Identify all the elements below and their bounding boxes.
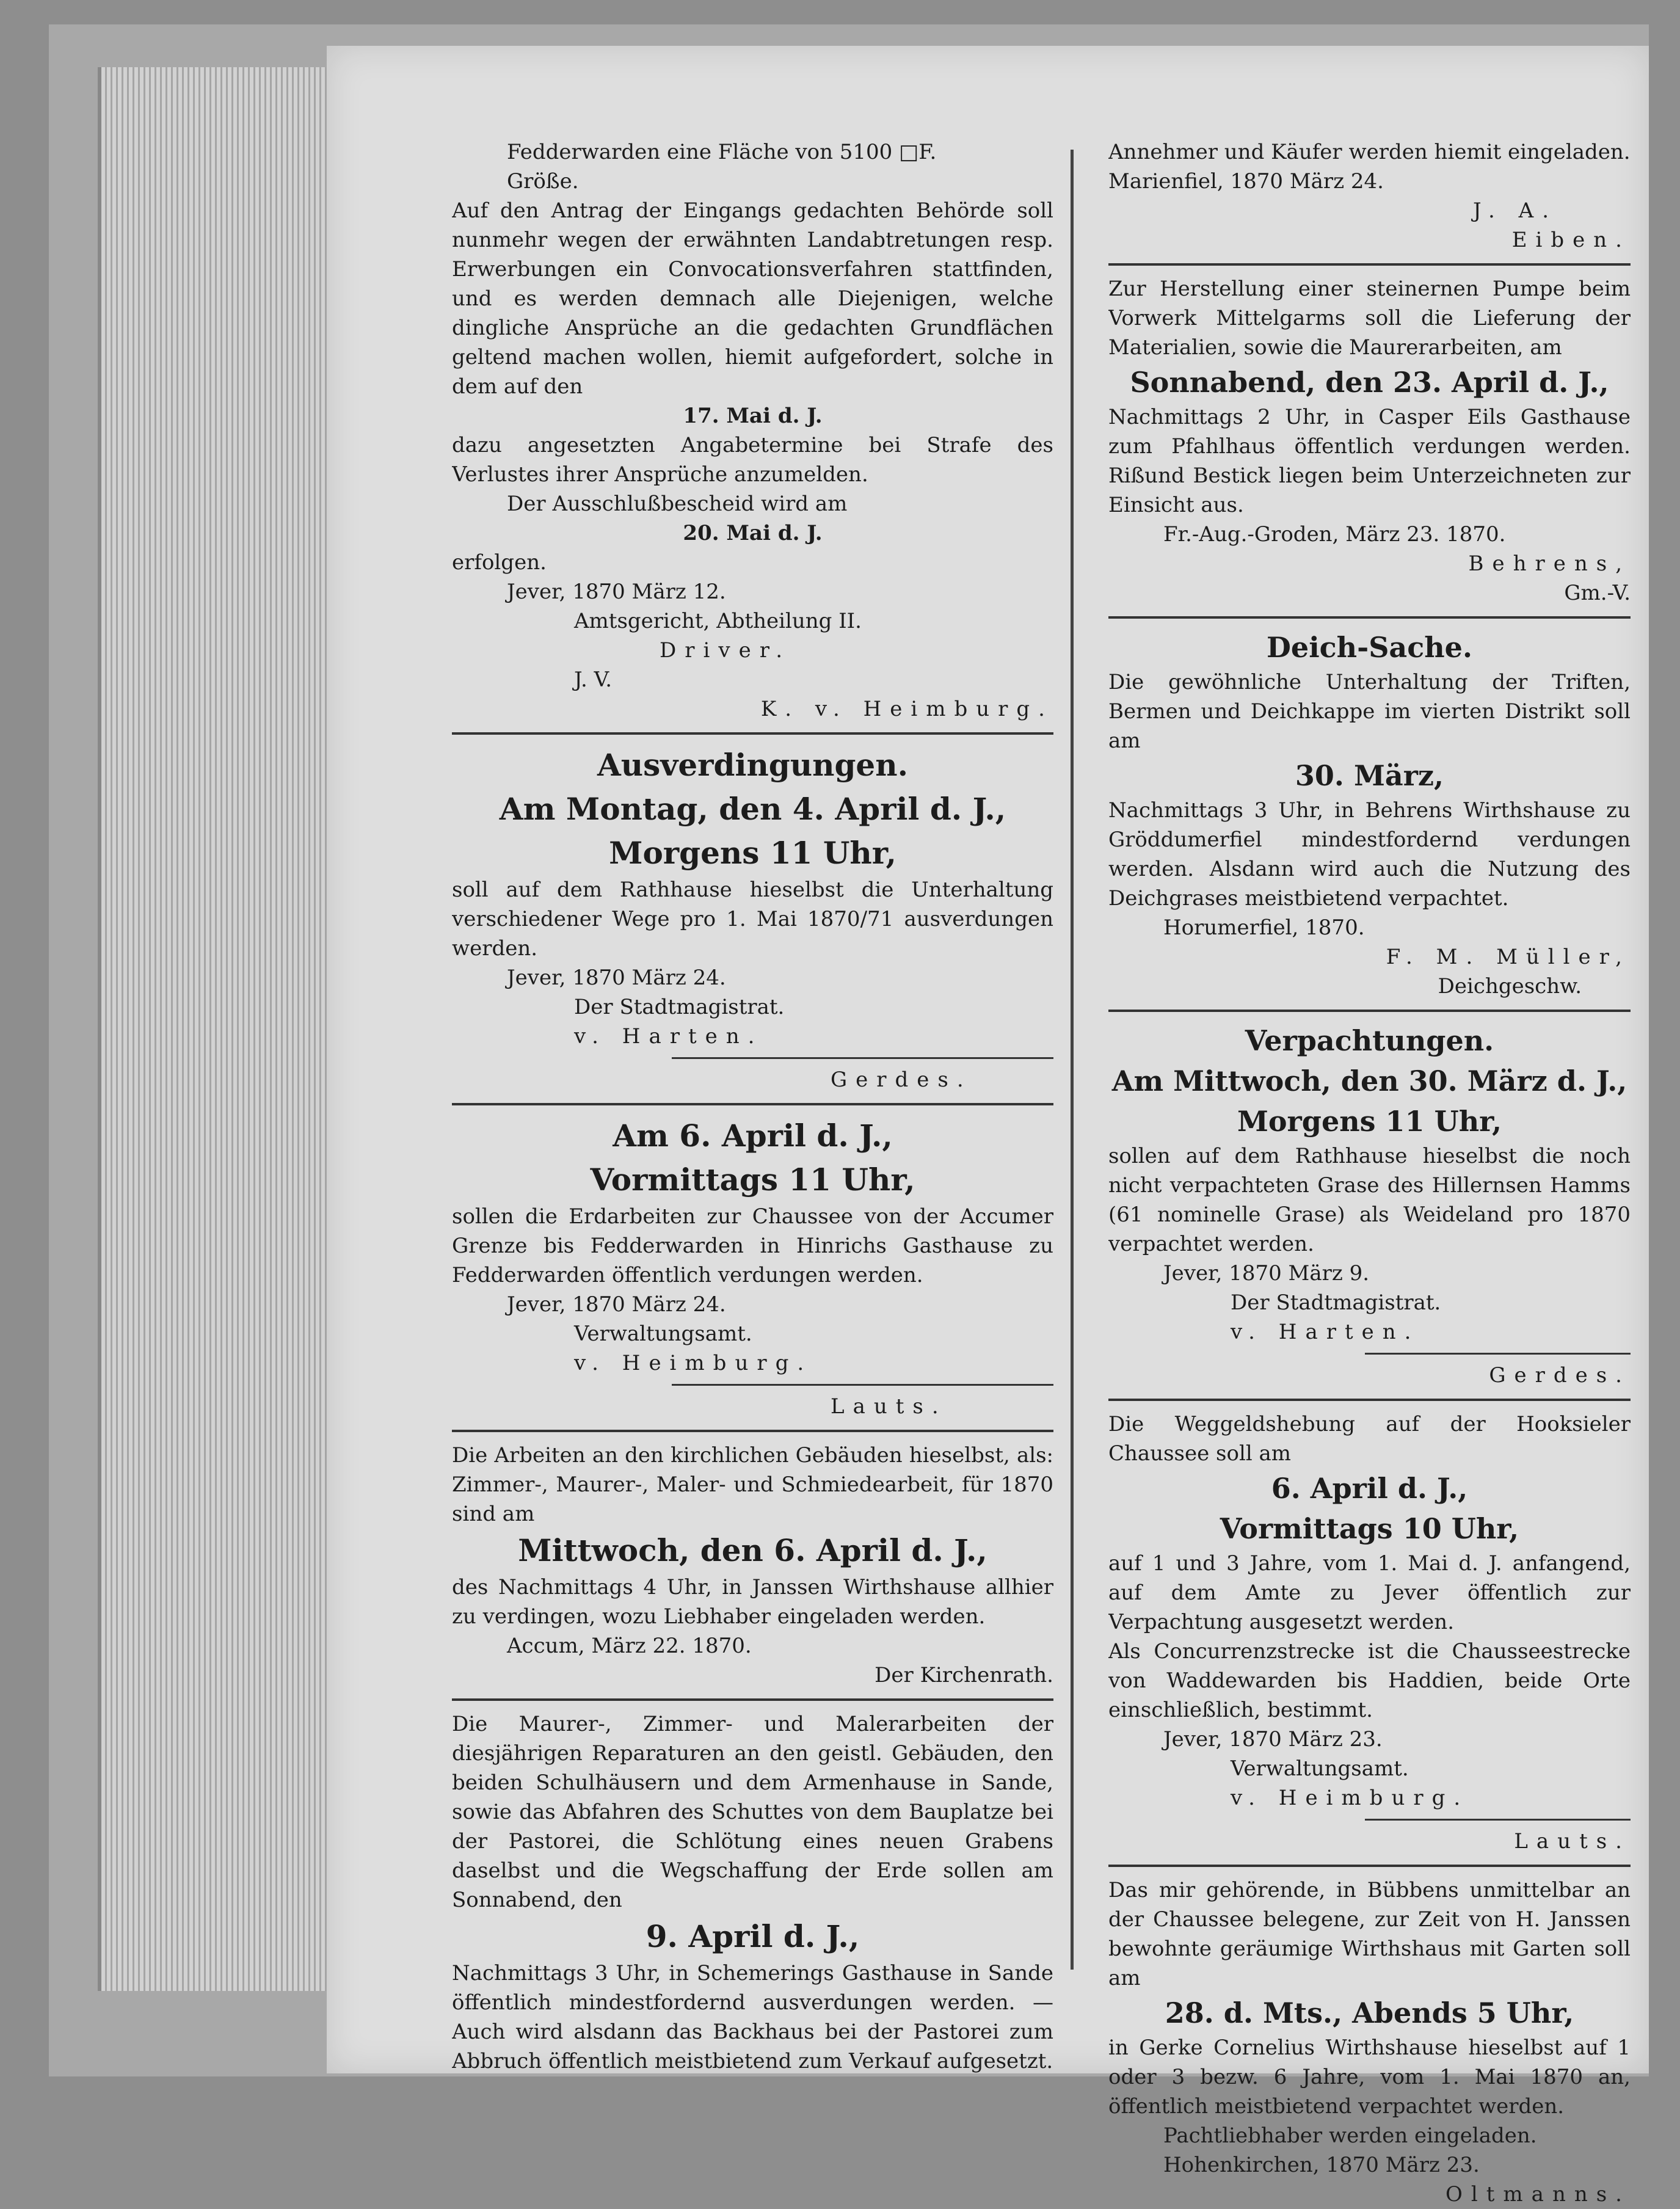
intro-date-2: 20. Mai d. J. <box>683 521 823 545</box>
signature-rule <box>1365 1353 1631 1355</box>
notice-heading: Am Montag, den 4. April d. J., <box>499 791 1006 827</box>
notice-body: Annehmer und Käufer werden hiemit eingeladen. <box>1108 140 1631 164</box>
notice-signature: Behrens, <box>1468 551 1631 576</box>
notice-body: Nachmittags 3 Uhr, in Schemerings Gasthause in Sande öffentlich mindestfordernd ausverdungen werden. — Auch wird alsdann das Backhaus bei der Pastorei zum Abbruch öffentlich meistbietend zum Verkauf aufgesetzt. <box>452 1961 1053 2073</box>
notice-place-date: Jever, 1870 März 24. <box>507 966 726 990</box>
right-column <box>1108 137 1631 2209</box>
notice-heading: Am Mittwoch, den 30. März d. J., <box>1111 1064 1627 1097</box>
intro-paragraph: Auf den Antrag der Eingangs gedachten Behörde soll nunmehr wegen der erwähnten Landabtretungen resp. Erwerbungen ein Convocationsverfahren stattfinden, und es werden demnach alle Diejenigen, welche dingliche Ansprüche an die gedachten Grundflächen geltend machen wollen, hiemit aufgefordert, solche in dem auf den <box>452 198 1053 399</box>
notice-body: Das mir gehörende, in Bübbens unmittelbar an der Chaussee belegene, zur Zeit von H. Janssen bewohnte geräumige Wirthshaus mit Garten soll am <box>1108 1878 1631 1990</box>
notice-place-date: Fr.-Aug.-Groden, März 23. 1870. <box>1163 522 1506 547</box>
intro-signature: Driver. <box>660 638 791 663</box>
newspaper-page <box>327 46 1649 2207</box>
book-page-edges <box>98 67 346 1991</box>
section-rule <box>452 1103 1053 1105</box>
notice-body: Als Concurrenzstrecke ist die Chausseestrecke von Waddewarden bis Haddien, beide Orte einschließlich, bestimmt. <box>1108 1639 1631 1722</box>
section-title-deich-sache: Deich-Sache. <box>1267 631 1472 664</box>
notice-place-date: Hohenkirchen, 1870 März 23. <box>1163 2153 1480 2177</box>
section-rule <box>1108 1865 1631 1867</box>
notice-body: Die gewöhnliche Unterhaltung der Triften, Bermen und Deichkappe im vierten Distrikt soll am <box>1108 670 1631 753</box>
section-rule <box>452 1698 1053 1701</box>
notice-heading: 9. April d. J., <box>645 1918 860 1954</box>
signature-rule <box>1365 1819 1631 1821</box>
notice-heading: Sonnabend, den 23. April d. J., <box>1130 366 1609 399</box>
notice-office: Der Stadtmagistrat. <box>1231 1290 1441 1315</box>
notice-heading: Vormittags 11 Uhr, <box>590 1162 915 1198</box>
notice-body: Pachtliebhaber werden eingeladen. <box>1163 2123 1537 2148</box>
intro-paragraph-2: dazu angesetzten Angabetermine bei Strafe des Verlustes ihrer Ansprüche anzumelden. <box>452 433 1053 487</box>
notice-signature: v. Harten. <box>1231 1320 1420 1344</box>
notice-place-date: Accum, März 22. 1870. <box>507 1634 752 1658</box>
notice-heading: 28. d. Mts., Abends 5 Uhr, <box>1165 1996 1574 2029</box>
notice-heading: Morgens 11 Uhr, <box>1237 1105 1502 1138</box>
notice-signature-2: Lauts. <box>1514 1829 1631 1854</box>
notice-place-date: Marienfiel, 1870 März 24. <box>1108 169 1384 194</box>
notice-heading: 6. April d. J., <box>1271 1472 1468 1505</box>
notice-body: des Nachmittags 4 Uhr, in Janssen Wirthshause allhier zu verdingen, wozu Liebhaber eingeladen werden. <box>452 1575 1053 1629</box>
notice-signature-2: Gerdes. <box>831 1068 972 1092</box>
section-rule <box>452 732 1053 735</box>
notice-body: Die Weggeldshebung auf der Hooksieler Chaussee soll am <box>1108 1412 1631 1466</box>
notice-signature-2: Deichgeschw. <box>1438 974 1582 999</box>
section-title-ausverdingungen: Ausverdingungen. <box>597 747 908 783</box>
notice-heading: Am 6. April d. J., <box>613 1118 893 1154</box>
section-rule <box>1108 616 1631 619</box>
notice-office: Der Stadtmagistrat. <box>574 995 785 1019</box>
notice-body: Zur Herstellung einer steinernen Pumpe beim Vorwerk Mittelgarms soll die Lieferung der Materialien, sowie die Maurerarbeiten, am <box>1108 277 1631 360</box>
notice-heading: Mittwoch, den 6. April d. J., <box>518 1532 987 1568</box>
section-rule <box>1108 1010 1631 1012</box>
notice-signature: v. Heimburg. <box>1231 1786 1469 1810</box>
notice-body: Die Maurer-, Zimmer- und Malerarbeiten der diesjährigen Reparaturen an den geistl. Gebäuden, den beiden Schulhäusern und dem Armenhause in Sande, sowie das Abfahren des Schuttes von dem Bauplatze bei der Pastorei, die Schlötung eines neuen Grabens daselbst und die Wegschaffung der Erde sollen am Sonnabend, den <box>452 1712 1053 1912</box>
section-title-verpachtungen: Verpachtungen. <box>1245 1024 1494 1057</box>
notice-body: in Gerke Cornelius Wirthshause hieselbst auf 1 oder 3 bezw. 6 Jahre, vom 1. Mai 1870 an, öffentlich meistbietend verpachtet werden. <box>1108 2036 1631 2119</box>
notice-place-date: Jever, 1870 März 23. <box>1163 1727 1383 1752</box>
notice-office: Verwaltungsamt. <box>1231 1756 1409 1781</box>
notice-place-date: Jever, 1870 März 24. <box>507 1292 726 1317</box>
notice-heading: Vormittags 10 Uhr, <box>1220 1512 1519 1545</box>
notice-signature: F. M. Müller, <box>1386 945 1631 969</box>
left-column <box>452 137 1053 2076</box>
notice-body: Nachmittags 3 Uhr, in Behrens Wirthshause zu Gröddumerfiel mindestfordernd verdungen werden. Alsdann wird auch die Nutzung des Deichgrases meistbietend verpachtet. <box>1108 798 1631 911</box>
intro-place-date: Jever, 1870 März 12. <box>507 580 726 604</box>
signature-rule <box>672 1057 1053 1059</box>
notice-body: sollen auf dem Rathhause hieselbst die noch nicht verpachteten Grase des Hillernsen Hamms (61 nominelle Grase) als Weideland pro 1870 verpachtet werden. <box>1108 1144 1631 1256</box>
notice-signature-2: Lauts. <box>831 1394 947 1419</box>
column-divider <box>1071 150 1074 1970</box>
intro-paragraph-3: Der Ausschlußbescheid wird am <box>507 492 848 516</box>
intro-line-2: Größe. <box>507 169 579 194</box>
notice-body: auf 1 und 3 Jahre, vom 1. Mai d. J. anfangend, auf dem Amte zu Jever öffentlich zur Verpachtung ausgesetzt werden. <box>1108 1551 1631 1634</box>
signature-rule <box>672 1384 1053 1386</box>
notice-signature: J. A. <box>1473 198 1557 223</box>
notice-place-date: Jever, 1870 März 9. <box>1163 1261 1370 1286</box>
notice-body: Die Arbeiten an den kirchlichen Gebäuden hieselbst, als: Zimmer-, Maurer-, Maler- und Schmiedearbeit, für 1870 sind am <box>452 1443 1053 1526</box>
notice-signature-2: Gm.-V. <box>1564 581 1631 605</box>
section-rule <box>452 1430 1053 1432</box>
notice-body: sollen die Erdarbeiten zur Chaussee von der Accumer Grenze bis Fedderwarden in Hinrichs Gasthause zu Fedderwarden öffentlich verdungen werden. <box>452 1204 1053 1287</box>
intro-signature-2: J. V. <box>574 668 613 692</box>
notice-heading: 30. März, <box>1295 759 1444 792</box>
intro-date-1: 17. Mai d. J. <box>683 404 823 428</box>
intro-line-1: Fedderwarden eine Fläche von 5100 □F. <box>507 140 937 164</box>
notice-office: Verwaltungsamt. <box>574 1322 752 1346</box>
notice-place-date: Horumerfiel, 1870. <box>1163 915 1365 940</box>
intro-paragraph-4: erfolgen. <box>452 550 547 575</box>
notice-signature: Oltmanns. <box>1445 2182 1631 2207</box>
intro-office: Amtsgericht, Abtheilung II. <box>574 609 862 633</box>
notice-signature-2: Eiben. <box>1511 228 1631 252</box>
notice-body: soll auf dem Rathhause hieselbst die Unterhaltung verschiedener Wege pro 1. Mai 1870/71 ausverdungen werden. <box>452 878 1053 961</box>
notice-signature: v. Heimburg. <box>574 1351 813 1375</box>
section-rule <box>1108 263 1631 266</box>
section-rule <box>1108 1399 1631 1401</box>
notice-body: Nachmittags 2 Uhr, in Casper Eils Gasthause zum Pfahlhaus öffentlich verdungen werden. Rißund Bestick liegen beim Unterzeichneten zur Einsicht aus. <box>1108 405 1631 517</box>
notice-signature: Der Kirchenrath. <box>875 1663 1053 1687</box>
intro-signature-3: K. v. Heimburg. <box>760 697 1053 721</box>
notice-heading: Morgens 11 Uhr, <box>609 835 896 871</box>
notice-signature-2: Gerdes. <box>1489 1363 1631 1388</box>
notice-signature: v. Harten. <box>574 1024 763 1049</box>
